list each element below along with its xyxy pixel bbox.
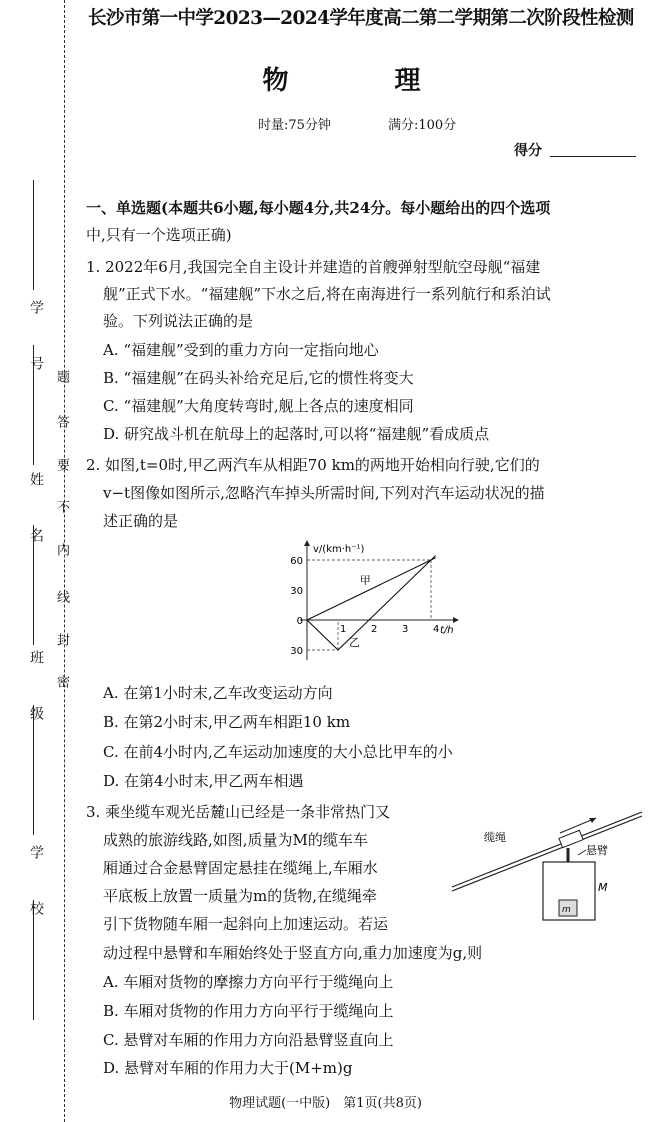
q2-option-c: C. 在前4小时内,乙车运动加速度的大小总比甲车的小 [103, 743, 453, 761]
vt-chart [280, 535, 470, 665]
seal-char-4: 不 [54, 500, 69, 513]
x-tick-2: 2 [371, 624, 378, 635]
seal-char-5: 内 [54, 543, 69, 556]
page-footer: 物理试题(一中版) 第1页(共8页) [229, 1096, 422, 1111]
label-m: m [562, 905, 571, 915]
q1-line-1: 1. 2022年6月,我国完全自主设计并建造的首艘弹射型航空母舰“福建 [86, 258, 541, 276]
q2-option-a: A. 在第1小时末,乙车改变运动方向 [103, 684, 333, 702]
q2-option-b: B. 在第2小时末,甲乙两车相距10 km [103, 713, 351, 731]
student-id-blank [33, 180, 34, 290]
q3-option-c: C. 悬臂对车厢的作用力方向沿悬臂竖直向上 [103, 1031, 394, 1049]
y-tick-0: 60 [290, 556, 303, 567]
label-arm: 悬臂 [586, 844, 608, 857]
x-tick-3: 3 [402, 624, 409, 635]
y-tick-2: 0 [296, 616, 303, 627]
seal-char-7: 封 [54, 633, 69, 646]
label-class: 班 级 [28, 650, 44, 734]
q1-option-a: A. “福建舰”受到的重力方向一定指向地心 [103, 341, 379, 359]
q2-line-3: 述正确的是 [103, 512, 179, 530]
q3-option-b: B. 车厢对货物的作用力方向平行于缆绳向上 [103, 1002, 394, 1020]
x-tick-4: 4 [433, 624, 440, 635]
y-tick-1: 30 [290, 586, 303, 597]
q3-option-a: A. 车厢对货物的摩擦力方向平行于缆绳向上 [103, 973, 394, 991]
seal-char-3: 要 [54, 458, 69, 471]
label-student-id: 学 号 [28, 300, 44, 384]
binding-dashed-line [64, 0, 65, 1122]
series-label-yi: 乙 [348, 636, 360, 649]
y-axis-label: v/(km·h⁻¹) [313, 544, 365, 555]
seal-char-6: 线 [54, 590, 69, 603]
label-school: 学 校 [28, 845, 44, 929]
exam-time: 时量:75分钟 [258, 118, 331, 133]
label-M: M [598, 881, 608, 894]
name-blank [33, 525, 34, 645]
subject-title: 物 理 [262, 66, 461, 96]
arm-leader-line [578, 850, 586, 855]
q3-line-6: 动过程中悬臂和车厢始终处于竖直方向,重力加速度为g,则 [103, 944, 483, 962]
label-name: 姓 名 [28, 472, 44, 556]
q1-option-b: B. “福建舰”在码头补给充足后,它的惯性将变大 [103, 369, 414, 387]
q3-option-d: D. 悬臂对车厢的作用力大于(M+m)g [103, 1059, 353, 1077]
q1-option-d: D. 研究战斗机在航母上的起落时,可以将“福建舰”看成质点 [103, 425, 490, 443]
cable-car-figure [448, 800, 648, 930]
q1-option-c: C. “福建舰”大角度转弯时,舰上各点的速度相同 [103, 397, 414, 415]
seal-char-1: 题 [54, 370, 69, 383]
series-label-jia: 甲 [359, 574, 371, 587]
q2-line-2: v−t图像如图所示,忽略汽车掉头所需时间,下列对汽车运动状况的描 [103, 484, 545, 502]
exam-title: 长沙市第一中学2023—2024学年度高二第二学期第二次阶段性检测 [88, 8, 634, 29]
section-title-text: 一、单选题(本题共6小题,每小题4分,共24分。每小题给出的四个选项 [86, 199, 551, 217]
score-blank [550, 156, 636, 157]
label-cable: 缆绳 [484, 831, 506, 844]
x-tick-1: 1 [340, 624, 347, 635]
series-line-yi [307, 556, 436, 651]
cable-clamp [559, 830, 583, 847]
x-axis-label: t/h [440, 625, 454, 636]
full-score: 满分:100分 [388, 118, 457, 133]
q2-option-d: D. 在第4小时末,甲乙两车相遇 [103, 772, 304, 790]
section-title [86, 195, 550, 222]
class-blank [33, 705, 34, 835]
name-blank-top [33, 345, 34, 465]
section-title-cont: 中,只有一个选项正确) [86, 226, 232, 244]
q3-line-4: 平底板上放置一质量为m的货物,在缆绳牵 [103, 887, 377, 905]
y-tick-3: 30 [290, 646, 303, 657]
school-blank [33, 900, 34, 1020]
q1-line-3: 验。下列说法正确的是 [103, 312, 254, 330]
series-line-jia [307, 558, 436, 620]
q3-line-3: 厢通过合金悬臂固定悬挂在缆绳上,车厢水 [103, 859, 378, 877]
seal-char-8: 密 [54, 675, 69, 688]
q1-line-2: 舰”正式下水。“福建舰”下水之后,将在南海进行一系列航行和系泊试 [103, 285, 551, 303]
q3-line-1: 3. 乘坐缆车观光岳麓山已经是一条非常热门又 [86, 803, 391, 821]
q3-line-2: 成熟的旅游线路,如图,质量为M的缆车车 [103, 831, 368, 849]
q3-line-5: 引下货物随车厢一起斜向上加速运动。若运 [103, 915, 389, 933]
seal-char-2: 答 [54, 415, 69, 428]
q2-line-1: 2. 如图,t=0时,甲乙两汽车从相距70 km的两地开始相向行驶,它们的 [86, 456, 540, 474]
score-label: 得分 [514, 143, 542, 159]
